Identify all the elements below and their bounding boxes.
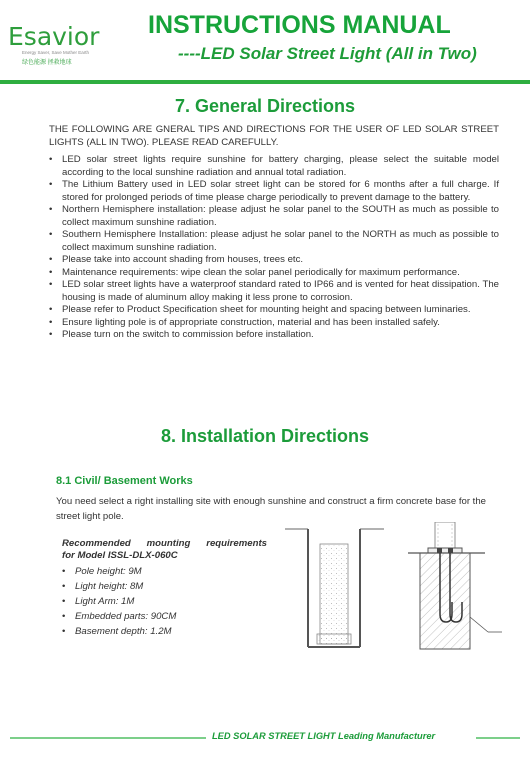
general-directions-list [49, 154, 499, 342]
list-item: • Please turn on the switch to commission before installation. [49, 329, 499, 342]
mounting-requirements [62, 538, 267, 639]
document-title: INSTRUCTIONS MANUAL [148, 11, 451, 39]
spec-item: • Basement depth: 1.2M [62, 624, 267, 639]
logo-tagline: Energy Saver, Save Mother Earth [22, 50, 90, 55]
footer-line-right [476, 737, 520, 739]
mounting-requirements-title [62, 538, 267, 562]
footer-text: LED SOLAR STREET LIGHT Leading Manufacturer [212, 731, 436, 741]
company-logo [8, 22, 108, 72]
list-item: • Southern Hemisphere Installation: please adjust he solar panel to the NORTH as much as possible to collect maximum sunshine radiation. [49, 229, 499, 254]
spec-item: • Pole height: 9M [62, 564, 267, 579]
foundation-section-drawing [408, 522, 502, 649]
subsection-paragraph: You need select a right installing site with enough sunshine and construct a firm concrete base for the street light pole. [56, 496, 487, 522]
spec-item: • Light Arm: 1M [62, 594, 267, 609]
spec-item: • Light height: 8M [62, 579, 267, 594]
logo-text: Esavior [8, 22, 100, 51]
list-item: • The Lithium Battery used in LED solar street light can be stored for 6 months after a full charge. If stored for prolonged periods of time please charge periodically to prevent damage to the battery. [49, 179, 499, 204]
list-item: • Please refer to Product Specification sheet for mounting height and spacing between luminaries. [49, 304, 499, 317]
pit-section-drawing [285, 529, 384, 647]
list-item: • LED solar street lights require sunshine for battery charging, please select the suitable model according to the local sunshine radiation and annual total radiation. [49, 154, 499, 179]
foundation-diagram [280, 522, 510, 657]
list-item: • Please take into account shading from houses, trees etc. [49, 254, 499, 267]
footer-line-left [10, 737, 206, 739]
header-divider [0, 80, 530, 84]
list-item: • Ensure lighting pole is of appropriate construction, material and has been installed safely. [49, 317, 499, 330]
list-item: • Northern Hemisphere installation: please adjust he solar panel to the SOUTH as much as possible to collect maximum sunshine radiation. [49, 204, 499, 229]
section-8-heading: 8. Installation Directions [160, 426, 370, 446]
list-item: • Maintenance requirements: wipe clean the solar panel periodically for maximum performance. [49, 267, 499, 280]
spec-list [62, 564, 267, 639]
rec-title-line-1: Recommended mounting requirements [62, 538, 267, 549]
subsection-heading: 8.1 Civil/ Basement Works [56, 475, 193, 487]
section-7-intro: THE FOLLOWING ARE GNERAL TIPS AND DIRECTIONS FOR THE USER OF LED SOLAR STREET LIGHTS (ALL IN TWO). PLEASE READ CAREFULLY. [49, 124, 499, 148]
section-7-heading: 7. General Directions [174, 96, 356, 116]
spec-item: • Embedded parts: 90CM [62, 609, 267, 624]
document-subtitle: ----LED Solar Street Light (All in Two) [178, 44, 477, 63]
list-item: • LED solar street lights have a waterproof standard rated to IP66 and is vented for heat dissipation. The housing is made of aluminum alloy making it less prone to corrosion. [49, 279, 499, 304]
rec-title-line-2: for Model ISSL-DLX-060C [62, 550, 178, 561]
logo-chinese-tagline: 绿色能源 拯救地球 [22, 60, 72, 66]
